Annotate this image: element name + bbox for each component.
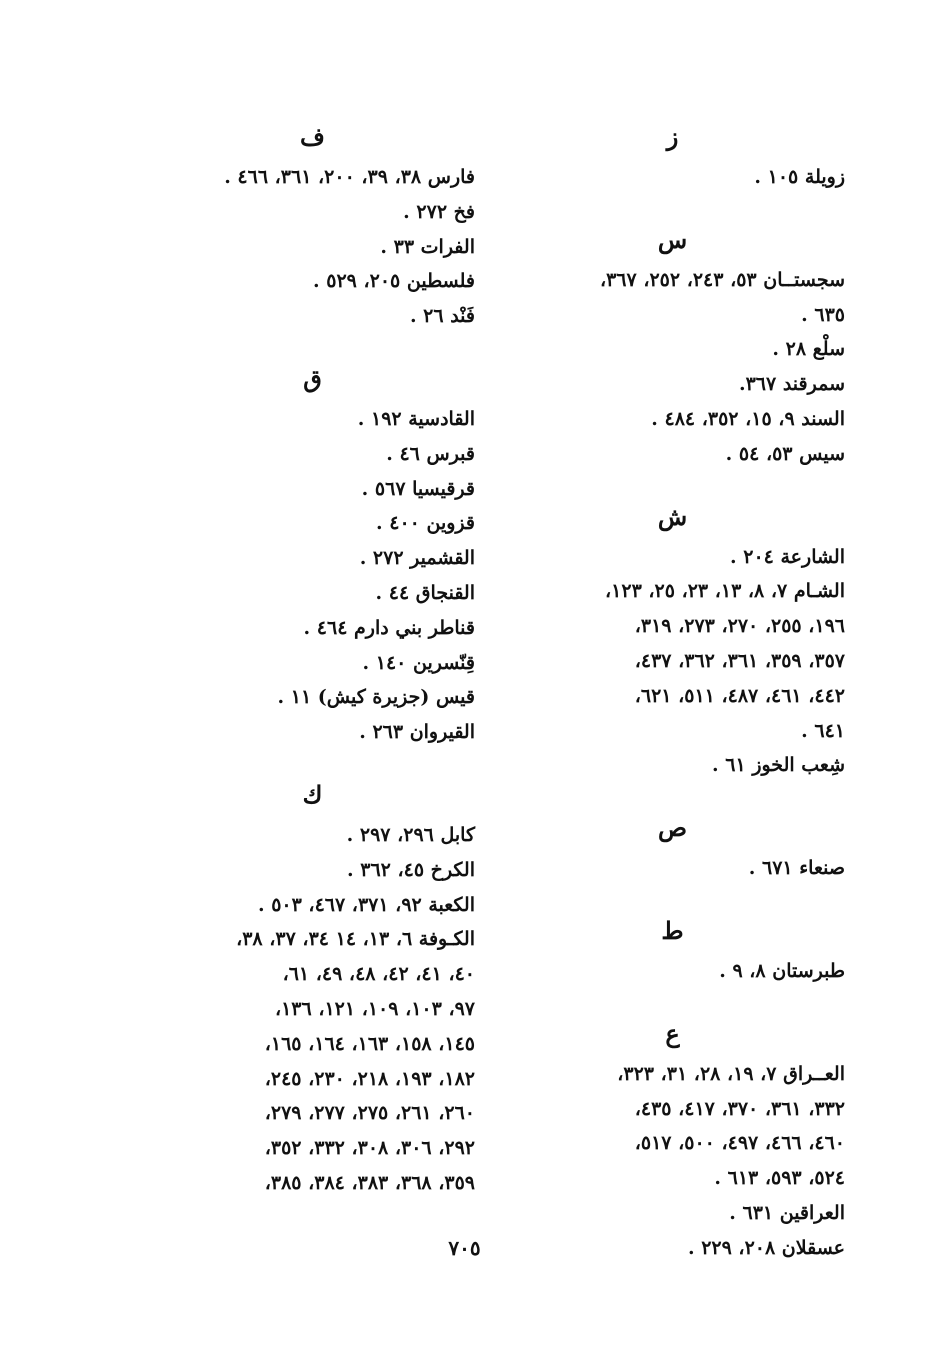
index-entry: طبرستان ٨، ٩ . xyxy=(719,959,845,982)
section-gap xyxy=(500,195,845,223)
index-entry: قبرس ٤٦ . xyxy=(386,442,475,465)
section-letter-heading: ف xyxy=(300,122,325,151)
index-entry: قِنّسرين ١٤٠ . xyxy=(362,651,475,674)
index-entry: العــراق ٧، ١٩، ٢٨، ٣١، ٣٢٣، xyxy=(617,1062,845,1085)
index-entry: سجستــان ٥٣، ٢٤٣، ٢٥٢، ٣٦٧، xyxy=(599,268,845,291)
index-entry-continuation: ١٤٥، ١٥٨، ١٦٣، ١٦٤، ١٦٥، xyxy=(264,1032,475,1055)
index-entry: قرقيسيا ٥٦٧ . xyxy=(361,477,475,500)
index-entry: عسقلان ٢٠٨، ٢٢٩ . xyxy=(687,1236,845,1259)
index-entry: سلْع ٢٨ . xyxy=(772,338,845,361)
section-gap xyxy=(500,783,845,811)
section-letter-heading: ز xyxy=(666,122,679,151)
index-entry-continuation: ٢٦٠، ٢٦١، ٢٧٥، ٢٧٧، ٢٧٩، xyxy=(264,1102,475,1125)
index-entry: زويلة ١٠٥ . xyxy=(754,166,845,188)
section-gap xyxy=(500,886,845,914)
index-entry: الكعبة ٩٢، ٣٧١، ٤٦٧، ٥٠٣ . xyxy=(257,893,475,916)
section-letter-heading: ق xyxy=(303,363,322,393)
section-letter-heading: س xyxy=(657,224,688,254)
index-entry: العراقين ٦٣١ . xyxy=(729,1201,845,1224)
index-entry: فلسطين ٢٠٥، ٥٢٩ . xyxy=(313,270,475,293)
section-letter-heading: ع xyxy=(665,1018,680,1048)
index-entry: القادسية ١٩٢ . xyxy=(357,407,475,430)
index-entry: سمرقند ٣٦٧. xyxy=(738,373,845,396)
section-gap xyxy=(500,472,845,500)
index-entry-continuation: ٤٠، ٤١، ٤٢، ٤٨، ٤٩، ٦١، xyxy=(282,963,475,986)
section-letter-heading: ش xyxy=(657,501,688,531)
index-entry: القنجاق ٤٤ . xyxy=(375,581,475,604)
section-gap xyxy=(150,334,475,362)
section-gap xyxy=(500,989,845,1017)
index-entry-continuation: ٤٤٢، ٤٦١، ٤٨٧، ٥١١، ٦٢١، xyxy=(634,684,845,707)
index-entry-continuation: ١٨٢، ١٩٣، ٢١٨، ٢٣٠، ٢٤٥، xyxy=(264,1067,475,1090)
index-entry: كابل ٢٩٦، ٢٩٧ . xyxy=(346,823,475,846)
index-entry: فَنْد ٢٦ . xyxy=(409,305,475,328)
index-entry: القشمير ٢٧٢ . xyxy=(359,547,475,570)
index-entry: فارس ٣٨، ٣٩، ٢٠٠، ٣٦١، ٤٦٦ . xyxy=(224,166,475,188)
index-entry: قيس (جزيرة كيش) ١١ . xyxy=(277,686,475,709)
index-entry: قناطر بني دارم ٤٦٤ . xyxy=(303,616,475,639)
index-entry-continuation: ٣٥٩، ٣٦٨، ٣٨٣، ٣٨٤، ٣٨٥، xyxy=(264,1171,475,1194)
index-entry: شِعب الخوز ٦١ . xyxy=(712,754,845,777)
index-entry-continuation: ٩٧، ١٠٣، ١٠٩، ١٢١، ١٣٦، xyxy=(274,997,475,1020)
page-number: ٧٠٥ xyxy=(448,1236,481,1260)
index-entry-continuation: ٤٦٠، ٤٦٦، ٤٩٧، ٥٠٠، ٥١٧، xyxy=(634,1132,845,1155)
index-entry: فخ ٢٧٢ . xyxy=(403,200,475,223)
index-entry-continuation: ٢٩٢، ٣٠٦، ٣٠٨، ٣٣٢، ٣٥٢، xyxy=(264,1137,475,1160)
index-entry: صنعاء ٦٧١ . xyxy=(748,857,845,880)
index-entry: قزوين ٤٠٠ . xyxy=(376,512,475,535)
index-entry: الشـام ٧، ٨، ١٣، ٢٣، ٢٥، ١٢٣، xyxy=(605,580,845,603)
index-entry: سيس ٥٣، ٥٤ . xyxy=(725,442,845,465)
section-letter-heading: ك xyxy=(302,779,323,809)
index-entry-continuation: ٥٢٤، ٥٩٣، ٦١٣ . xyxy=(714,1167,845,1190)
index-entry-continuation: ١٩٦، ٢٥٥، ٢٧٠، ٢٧٣، ٣١٩، xyxy=(634,615,845,638)
section-letter-heading: ط xyxy=(661,915,684,945)
index-entry-continuation: ٣٥٧، ٣٥٩، ٣٦١، ٣٦٢، ٤٣٧، xyxy=(634,649,845,672)
index-entry-continuation: ٦٣٥ . xyxy=(801,303,845,326)
index-column-left xyxy=(150,120,475,1201)
index-entry-continuation: ٦٤١ . xyxy=(801,719,845,742)
index-entry-continuation: ٣٣٢، ٣٦١، ٣٧٠، ٤١٧، ٤٣٥، xyxy=(634,1097,845,1120)
index-entry: الكرخ ٤٥، ٣٦٢ . xyxy=(347,858,475,881)
index-entry: الشارعة ٢٠٤ . xyxy=(730,545,845,568)
index-entry: الفرات ٣٣ . xyxy=(380,235,475,258)
section-gap xyxy=(150,750,475,778)
index-entry: الكـوفة ٦، ١٣، ١٤ ٣٤، ٣٧، ٣٨، xyxy=(236,928,475,951)
index-entry: السند ٩، ١٥، ٣٥٢، ٤٨٤ . xyxy=(651,407,845,430)
index-column-right xyxy=(500,120,845,1266)
section-letter-heading: ص xyxy=(657,813,687,843)
index-entry: القيروان ٢٦٣ . xyxy=(359,721,475,744)
